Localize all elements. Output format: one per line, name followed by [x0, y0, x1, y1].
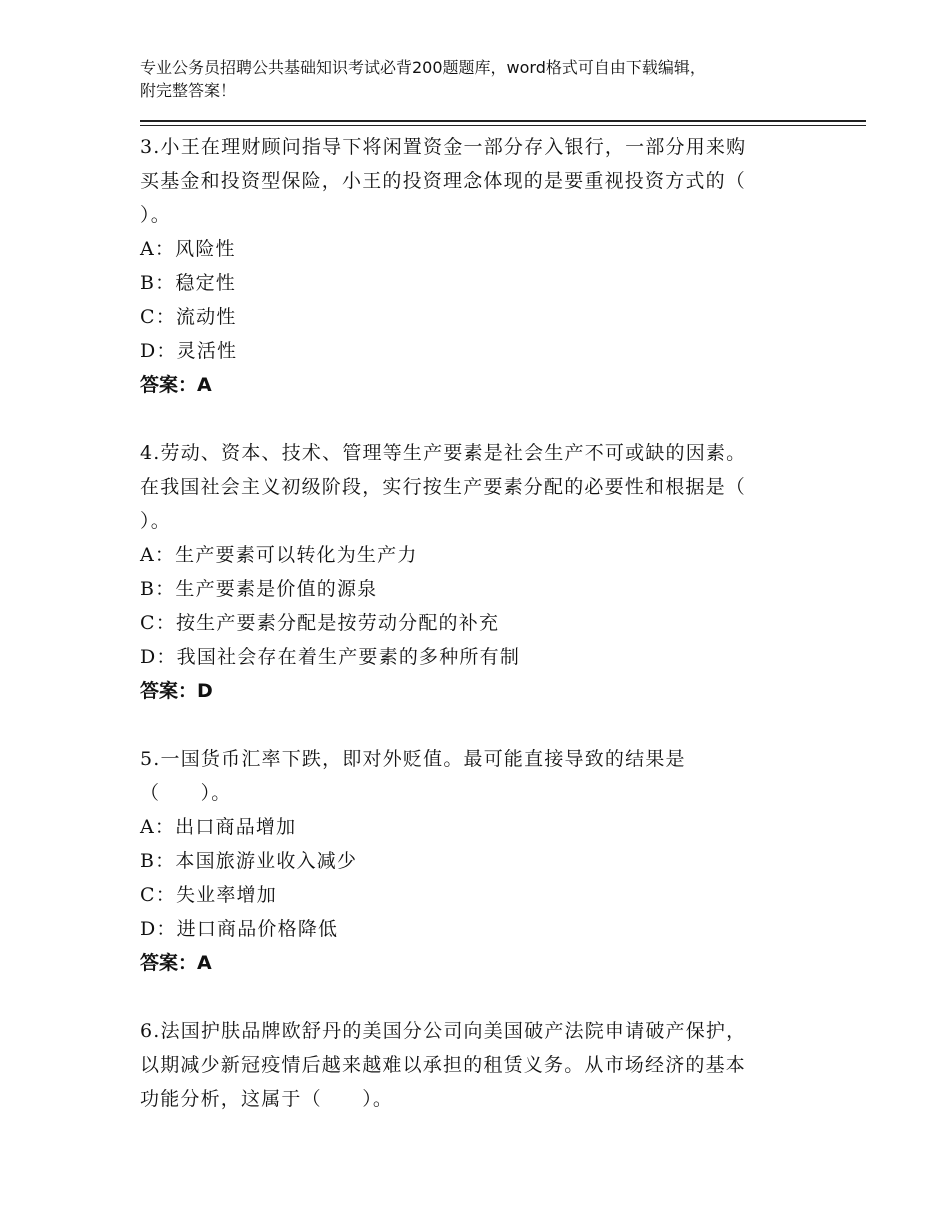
question-text-line: 5.一国货币汇率下跌，即对外贬值。最可能直接导致的结果是	[140, 748, 686, 770]
question-text-line: 功能分析，这属于（ ）。	[140, 1088, 394, 1110]
option-c: C：流动性	[140, 306, 237, 328]
question-text-line: ）。	[140, 204, 171, 226]
header-divider-thick	[140, 120, 866, 122]
question-text-line: 6.法国护肤品牌欧舒丹的美国分公司向美国破产法院申请破产保护，	[140, 1020, 747, 1042]
option-d: D：我国社会存在着生产要素的多种所有制	[140, 646, 521, 668]
option-d: D：灵活性	[140, 340, 238, 362]
header-divider-thin	[140, 125, 866, 126]
option-a: A：生产要素可以转化为生产力	[140, 544, 418, 566]
question-text-line: 3.小王在理财顾问指导下将闲置资金一部分存入银行，一部分用来购	[140, 136, 747, 158]
question-text-line: 买基金和投资型保险，小王的投资理念体现的是要重视投资方式的（	[140, 170, 747, 192]
option-c: C：失业率增加	[140, 884, 277, 906]
question-list	[140, 130, 820, 1116]
option-b: B：稳定性	[140, 272, 236, 294]
option-a: A：出口商品增加	[140, 816, 297, 838]
option-c: C：按生产要素分配是按劳动分配的补充	[140, 612, 500, 634]
question-text-line: （ ）。	[140, 782, 232, 804]
question-text-line: 以期减少新冠疫情后越来越难以承担的租赁义务。从市场经济的基本	[140, 1054, 747, 1076]
question-spacer	[140, 402, 820, 436]
option-a: A：风险性	[140, 238, 236, 260]
question-6	[140, 1014, 820, 1116]
option-b: B：本国旅游业收入减少	[140, 850, 358, 872]
question-spacer	[140, 708, 820, 742]
answer-label: 答案：D	[140, 680, 213, 702]
option-b: B：生产要素是价值的源泉	[140, 578, 378, 600]
header-line-1: 专业公务员招聘公共基础知识考试必背200题题库，word格式可自由下载编辑，	[140, 58, 706, 77]
question-3	[140, 130, 820, 402]
answer-label: 答案：A	[140, 952, 212, 974]
question-4	[140, 436, 820, 708]
question-text-line: 4.劳动、资本、技术、管理等生产要素是社会生产不可或缺的因素。	[140, 442, 747, 464]
document-header	[140, 56, 840, 102]
option-d: D：进口商品价格降低	[140, 918, 339, 940]
header-line-2: 附完整答案！	[140, 81, 237, 100]
question-text-line: ）。	[140, 510, 171, 532]
question-text-line: 在我国社会主义初级阶段，实行按生产要素分配的必要性和根据是（	[140, 476, 747, 498]
question-spacer	[140, 980, 820, 1014]
answer-label: 答案：A	[140, 374, 212, 396]
question-5	[140, 742, 820, 980]
